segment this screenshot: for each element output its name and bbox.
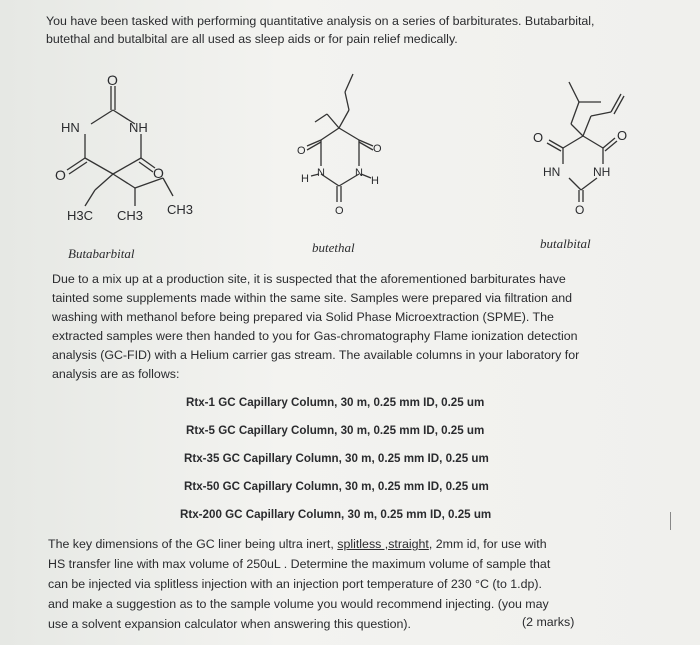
atom-label: O bbox=[297, 145, 306, 157]
intro-line-2: butethal and butalbital are all used as sleep aids or for pain relief medically. bbox=[46, 32, 458, 46]
paragraph-line-6: analysis are as follows: bbox=[52, 367, 180, 381]
butalbital-structure bbox=[525, 78, 645, 218]
atom-label: H bbox=[301, 173, 309, 185]
butabarbital-structure bbox=[55, 72, 225, 232]
column-option-5: Rtx-200 GC Capillary Column, 30 m, 0.25 mm ID, 0.25 um bbox=[180, 508, 492, 521]
paragraph-line-4: extracted samples were then handed to you for Gas-chromatography Flame ionization detection bbox=[52, 329, 578, 343]
bond bbox=[139, 162, 153, 172]
atom-label: CH3 bbox=[117, 208, 144, 223]
atom-label: O bbox=[55, 167, 66, 183]
atom-label: O bbox=[575, 203, 585, 217]
key-line-1-end: , 2mm id, for use with bbox=[428, 537, 547, 551]
atom-label: O bbox=[335, 205, 344, 217]
key-line-3: can be injected via splitless injection with an injection port temperature of 230 °C (to 1.dp). bbox=[48, 577, 542, 591]
bond bbox=[571, 102, 579, 124]
key-line-1-start: The key dimensions of the GC liner being ultra inert, bbox=[48, 537, 338, 551]
bond bbox=[315, 114, 327, 122]
bond bbox=[603, 138, 615, 148]
column-option-2: Rtx-5 GC Capillary Column, 30 m, 0.25 mm ID, 0.25 um bbox=[186, 424, 485, 437]
atom-label: CH3 bbox=[167, 202, 194, 217]
column-option-3: Rtx-35 GC Capillary Column, 30 m, 0.25 mm ID, 0.25 um bbox=[184, 452, 489, 465]
bond bbox=[95, 174, 113, 190]
atom-label: N bbox=[317, 167, 325, 179]
bond bbox=[163, 178, 173, 196]
butabarbital-caption: Butabarbital bbox=[68, 246, 135, 261]
bond bbox=[321, 128, 339, 140]
bond bbox=[583, 116, 591, 136]
atom-label: N bbox=[355, 167, 363, 179]
paragraph-line-2: tainted some supplements made within the same site. Samples were prepared via filtration and bbox=[52, 291, 572, 305]
bond bbox=[569, 178, 581, 190]
atom-label: O bbox=[617, 128, 628, 143]
key-line-1 bbox=[48, 534, 547, 555]
key-line-5: use a solvent expansion calculator when answering this question). bbox=[48, 617, 411, 631]
bond bbox=[547, 143, 561, 151]
atom-label: HN bbox=[61, 120, 80, 135]
key-line-4: and make a suggestion as to the sample volume you would recommend injecting. (you may bbox=[48, 597, 549, 611]
bond bbox=[339, 128, 359, 140]
bond bbox=[339, 110, 349, 128]
bond bbox=[591, 112, 611, 116]
intro-line-1: You have been tasked with performing quantitative analysis on a series of barbiturates. Butabarbital, bbox=[46, 14, 595, 28]
butethal-caption: butethal bbox=[312, 240, 355, 255]
paragraph-line-5: analysis (GC-FID) with a Helium carrier gas stream. The available columns in your laboratory for bbox=[52, 348, 580, 362]
atom-label: O bbox=[107, 72, 118, 88]
key-line-2: HS transfer line with max volume of 250uL . Determine the maximum volume of sample that bbox=[48, 557, 551, 571]
column-option-1: Rtx-1 GC Capillary Column, 30 m, 0.25 mm ID, 0.25 um bbox=[186, 396, 485, 409]
atom-label: O bbox=[373, 143, 382, 155]
paragraph-line-3: washing with methanol before being prepared via Solid Phase Microextraction (SPME). The bbox=[52, 310, 554, 324]
bond bbox=[91, 110, 113, 124]
page-edge-mark bbox=[670, 512, 671, 530]
paragraph-line-1: Due to a mix up at a production site, it is suspected that the aforementioned barbiturates have bbox=[52, 272, 566, 286]
bond bbox=[69, 162, 87, 174]
bond bbox=[605, 141, 617, 151]
bond bbox=[571, 124, 583, 136]
bond bbox=[583, 136, 603, 148]
bond bbox=[569, 82, 579, 102]
bond bbox=[327, 114, 339, 128]
butethal-structure bbox=[275, 70, 405, 220]
atom-label: O bbox=[153, 165, 164, 181]
bond bbox=[113, 174, 135, 188]
splitless-straight-text: splitless ,straight bbox=[337, 537, 429, 551]
marks-label: (2 marks) bbox=[522, 615, 575, 629]
atom-label: HN bbox=[543, 165, 561, 179]
atom-label: NH bbox=[129, 120, 148, 135]
bond bbox=[563, 136, 583, 148]
bond bbox=[67, 158, 85, 170]
atom-label: O bbox=[533, 130, 544, 145]
column-option-4: Rtx-50 GC Capillary Column, 30 m, 0.25 mm ID, 0.25 um bbox=[184, 480, 489, 493]
bond bbox=[345, 92, 349, 110]
bond bbox=[85, 158, 113, 174]
bond bbox=[85, 190, 95, 206]
atom-label: H bbox=[371, 175, 379, 187]
bond bbox=[345, 74, 353, 92]
bond bbox=[581, 178, 597, 190]
butalbital-caption: butalbital bbox=[540, 236, 591, 251]
atom-label: NH bbox=[593, 165, 611, 179]
atom-label: H3C bbox=[67, 208, 94, 223]
bond bbox=[549, 140, 563, 148]
bond bbox=[113, 158, 141, 174]
